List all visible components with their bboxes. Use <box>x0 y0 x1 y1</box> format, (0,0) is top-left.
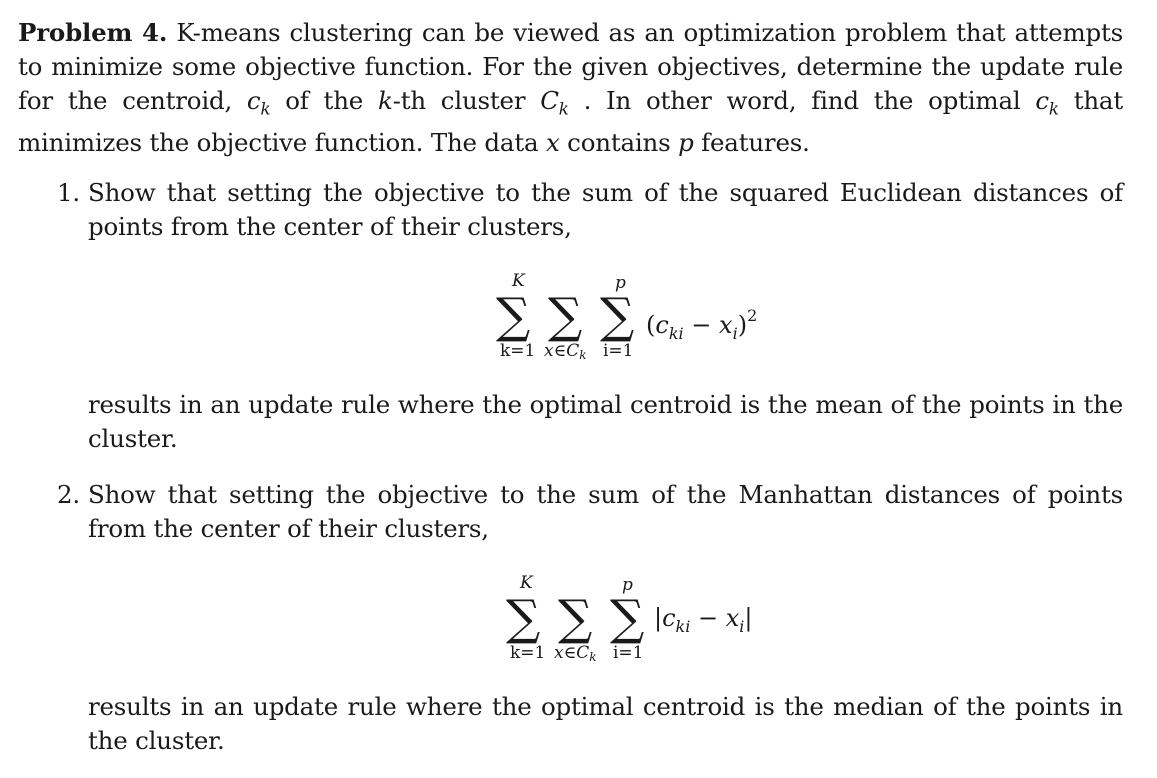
sum3-sigma: ∑ <box>610 590 645 646</box>
sum1-upper: K <box>512 271 525 291</box>
k-variable: k <box>377 86 393 115</box>
sum1-upper: K <box>520 573 533 593</box>
summand-absolute: $|c_{ki} - x_i|$ <box>654 604 753 636</box>
cluster-symbol: C <box>540 86 559 115</box>
formula-manhattan <box>506 572 806 668</box>
intro-text-3: -th cluster <box>392 86 541 115</box>
sum3-upper: p <box>615 273 626 293</box>
cluster-subscript: k <box>558 99 569 119</box>
intro-text-6: contains <box>559 128 679 158</box>
item-number: 2. <box>57 480 80 509</box>
sum3-lower: i=1 <box>613 643 644 663</box>
item-statement: Show that setting the objective to the sum of the squared Euclidean distances of points from the center of their clusters, <box>88 178 1123 241</box>
centroid-subscript: k <box>260 99 271 119</box>
problem-intro <box>18 16 1123 160</box>
sum1-sigma: ∑ <box>506 590 541 646</box>
formula-squared-euclidean <box>496 270 796 366</box>
item-conclusion: results in an update rule where the optimal centroid is the mean of the points in the cluster. <box>88 390 1123 453</box>
sum3-sigma: ∑ <box>600 288 635 344</box>
intro-text-1: K-means clustering can be viewed as an optimization problem that attempts to minimize some objective function. For the given objectives, determine the update rule for the centroid, <box>18 18 1124 115</box>
sum2-sigma: ∑ <box>548 288 583 344</box>
centroid-subscript-2: k <box>1048 99 1059 119</box>
problem-label: Problem 4. <box>18 18 168 47</box>
list-item <box>50 478 1123 548</box>
centroid-symbol: c <box>246 86 261 115</box>
sum2-lower: x∈Ck <box>544 341 587 362</box>
sum1-lower: k=1 <box>500 341 536 361</box>
intro-text-4: . In other word, find the optimal <box>568 86 1036 115</box>
sum3-lower: i=1 <box>603 341 634 361</box>
item-statement: Show that setting the objective to the sum of the Manhattan distances of points from the center of their clusters, <box>88 480 1123 543</box>
sum2-sigma: ∑ <box>558 590 593 646</box>
intro-text-2: of the <box>270 86 378 115</box>
item-conclusion: results in an update rule where the optimal centroid is the median of the points in the cluster. <box>88 692 1123 755</box>
centroid-symbol-2: c <box>1035 86 1049 115</box>
sum3-upper: p <box>622 575 633 595</box>
item-number: 1. <box>57 178 80 207</box>
x-variable: x <box>545 128 560 158</box>
sum2-lower: x∈Ck <box>554 643 597 664</box>
intro-text-7: features. <box>693 128 810 158</box>
sum1-lower: k=1 <box>510 643 546 663</box>
summand-squared: $(c_{ki} - x_i)^2$ <box>646 306 758 343</box>
list-item <box>50 176 1123 246</box>
p-variable: p <box>678 128 694 158</box>
sum1-sigma: ∑ <box>496 288 531 344</box>
intro-text-5: that minimizes the objective function. The data <box>18 86 1123 158</box>
